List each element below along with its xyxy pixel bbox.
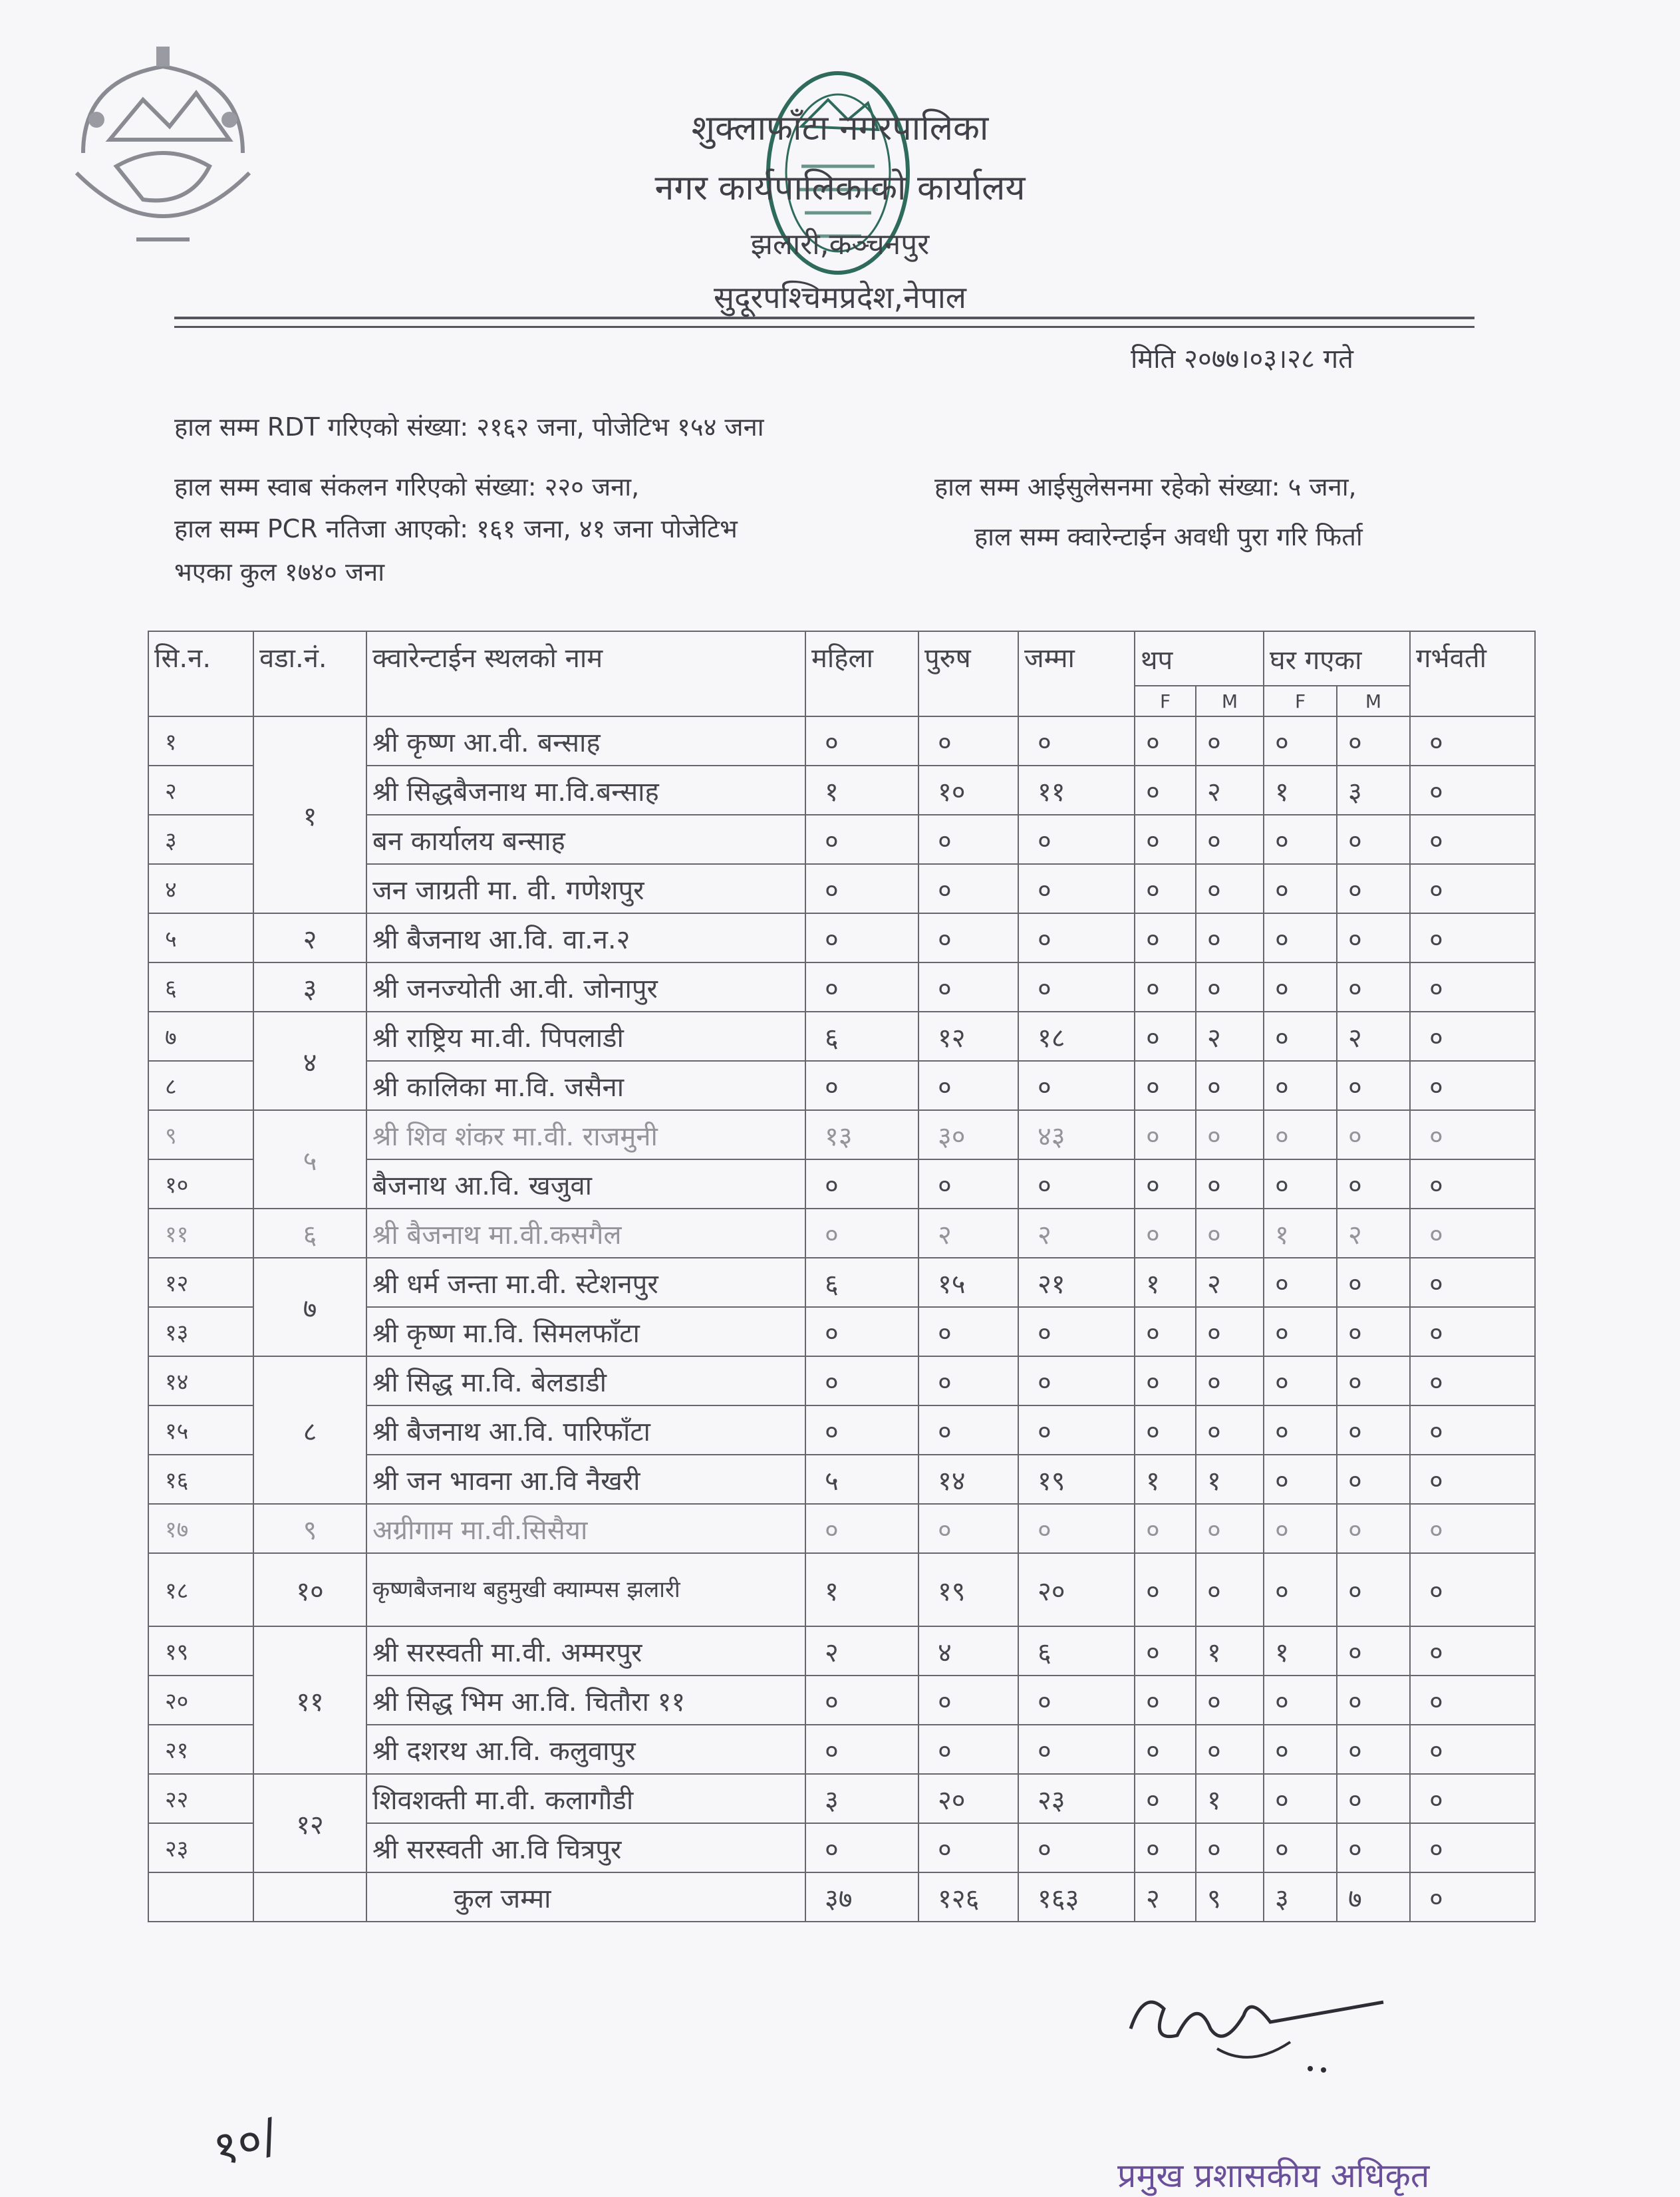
table-row xyxy=(148,1110,1535,1159)
cell-total: ४३ xyxy=(1018,1110,1135,1159)
cell-preg: ० xyxy=(1410,1356,1535,1405)
cell-female: ० xyxy=(805,716,918,766)
cell-female: ० xyxy=(805,815,918,864)
cell-home-f: १ xyxy=(1264,1626,1337,1676)
cell-sn: ८ xyxy=(148,1061,253,1110)
cell-total: ० xyxy=(1018,716,1135,766)
header-rule-second xyxy=(174,326,1474,328)
cell-male: ० xyxy=(918,1061,1018,1110)
cell-female: ० xyxy=(805,1725,918,1774)
cell-total: ० xyxy=(1018,962,1135,1012)
cell-home-f: ० xyxy=(1264,1159,1337,1209)
cell-sn: ३ xyxy=(148,815,253,864)
cell-female: २ xyxy=(805,1626,918,1676)
cell-empty xyxy=(148,1872,253,1922)
col-male: पुरुष xyxy=(918,631,1018,716)
cell-total: ० xyxy=(1018,1061,1135,1110)
cell-home-m: ० xyxy=(1337,1676,1410,1725)
cell-add-f: ० xyxy=(1135,864,1196,913)
cell-total: ० xyxy=(1018,1405,1135,1455)
cell-add-f: १ xyxy=(1135,1258,1196,1307)
cell-sn: १३ xyxy=(148,1307,253,1356)
cell-sn: ४ xyxy=(148,864,253,913)
cell-total: १८ xyxy=(1018,1012,1135,1061)
cell-total: १९ xyxy=(1018,1455,1135,1504)
total-female: ३७ xyxy=(805,1872,918,1922)
cell-add-f: ० xyxy=(1135,1061,1196,1110)
cell-home-m: ० xyxy=(1337,962,1410,1012)
cell-home-m: ० xyxy=(1337,1110,1410,1159)
col-added-f: F xyxy=(1135,686,1196,716)
cell-home-f: ० xyxy=(1264,1823,1337,1872)
cell-male: ४ xyxy=(918,1626,1018,1676)
cell-home-m: ० xyxy=(1337,815,1410,864)
cell-add-m: ० xyxy=(1196,864,1264,913)
table-row xyxy=(148,1626,1535,1676)
cell-home-f: ० xyxy=(1264,1774,1337,1823)
cell-female: ० xyxy=(805,1356,918,1405)
cell-total: ० xyxy=(1018,1725,1135,1774)
cell-male: १५ xyxy=(918,1258,1018,1307)
cell-site-name: श्री कृष्ण मा.वि. सिमलफाँटा xyxy=(366,1307,805,1356)
cell-male: २० xyxy=(918,1774,1018,1823)
cell-add-m: ० xyxy=(1196,1553,1264,1626)
cell-preg: ० xyxy=(1410,913,1535,962)
cell-add-f: ० xyxy=(1135,1405,1196,1455)
cell-preg: ० xyxy=(1410,1823,1535,1872)
cell-male: १२ xyxy=(918,1012,1018,1061)
cell-home-m: ० xyxy=(1337,1504,1410,1553)
cell-add-f: ० xyxy=(1135,1676,1196,1725)
cell-site-name: श्री दशरथ आ.वि. कलुवापुर xyxy=(366,1725,805,1774)
cell-home-f: ० xyxy=(1264,1504,1337,1553)
quarantine-returned-summary: हाल सम्म क्वारेन्टाईन अवधी पुरा गरि फिर्ता xyxy=(974,522,1363,551)
cell-sn: २३ xyxy=(148,1823,253,1872)
cell-home-f: १ xyxy=(1264,1209,1337,1258)
cell-add-f: ० xyxy=(1135,1110,1196,1159)
cell-site-name: श्री सिद्ध भिम आ.वि. चितौरा ११ xyxy=(366,1676,805,1725)
quarantine-table xyxy=(148,631,1536,1922)
col-added: थप xyxy=(1135,631,1264,686)
cell-home-m: ० xyxy=(1337,864,1410,913)
cell-sn: १० xyxy=(148,1159,253,1209)
cell-male: ० xyxy=(918,1159,1018,1209)
cell-add-m: ० xyxy=(1196,1504,1264,1553)
cell-total: ० xyxy=(1018,1823,1135,1872)
cell-home-m: २ xyxy=(1337,1012,1410,1061)
cell-ward: १ xyxy=(253,716,366,913)
cell-add-m: ० xyxy=(1196,962,1264,1012)
cell-site-name: श्री सरस्वती मा.वी. अम्मरपुर xyxy=(366,1626,805,1676)
cell-sn: १६ xyxy=(148,1455,253,1504)
cell-home-m: ० xyxy=(1337,1823,1410,1872)
table-header-row xyxy=(148,631,1535,686)
cell-site-name: श्री सिद्धबैजनाथ मा.वि.बन्साह xyxy=(366,766,805,815)
col-pregnant: गर्भवती xyxy=(1410,631,1535,716)
cell-ward: ८ xyxy=(253,1356,366,1504)
cell-home-f: ० xyxy=(1264,1676,1337,1725)
cell-male: ० xyxy=(918,962,1018,1012)
cell-total: ० xyxy=(1018,864,1135,913)
cell-preg: ० xyxy=(1410,1061,1535,1110)
cell-add-f: ० xyxy=(1135,1626,1196,1676)
cell-add-m: २ xyxy=(1196,1012,1264,1061)
total-label: कुल जम्मा xyxy=(366,1872,805,1922)
cell-site-name: श्री बैजनाथ आ.वि. पारिफाँटा xyxy=(366,1405,805,1455)
office-name: नगर कार्यपालिकाको कार्यालय xyxy=(654,168,1026,208)
cell-sn: १५ xyxy=(148,1405,253,1455)
cell-home-f: ० xyxy=(1264,1553,1337,1626)
cell-site-name: श्री सिद्ध मा.वि. बेलडाडी xyxy=(366,1356,805,1405)
cell-site-name: जन जाग्रती मा. वी. गणेशपुर xyxy=(366,864,805,913)
cell-preg: ० xyxy=(1410,1774,1535,1823)
table-row xyxy=(148,962,1535,1012)
municipality-name: शुक्लाफाँटा नगरपालिका xyxy=(691,108,989,148)
cell-home-f: ० xyxy=(1264,1012,1337,1061)
cell-add-m: ० xyxy=(1196,1159,1264,1209)
pcr-summary: हाल सम्म PCR नतिजा आएको: १६१ जना, ४१ जना पोजेटिभ xyxy=(174,514,738,543)
cell-ward: ३ xyxy=(253,962,366,1012)
table-total-row xyxy=(148,1872,1535,1922)
cell-male: ० xyxy=(918,1823,1018,1872)
chief-administrative-officer-title: प्रमुख प्रशासकीय अधिकृत xyxy=(1117,2156,1430,2195)
cell-preg: ० xyxy=(1410,815,1535,864)
cell-home-m: ० xyxy=(1337,716,1410,766)
cell-male: ० xyxy=(918,913,1018,962)
cell-total: ० xyxy=(1018,1356,1135,1405)
cell-add-m: ० xyxy=(1196,1356,1264,1405)
cell-total: ० xyxy=(1018,1307,1135,1356)
col-home-m: M xyxy=(1337,686,1410,716)
cell-male: ० xyxy=(918,864,1018,913)
cell-sn: २० xyxy=(148,1676,253,1725)
cell-sn: ११ xyxy=(148,1209,253,1258)
total-home-m: ७ xyxy=(1337,1872,1410,1922)
cell-empty xyxy=(253,1872,366,1922)
cell-preg: ० xyxy=(1410,1626,1535,1676)
header-rule xyxy=(174,317,1474,319)
margin-mark xyxy=(206,2069,379,2175)
cell-site-name: श्री कालिका मा.वि. जसैना xyxy=(366,1061,805,1110)
document-date: मिति २०७७।०३।२८ गते xyxy=(1131,344,1353,374)
cell-add-f: ० xyxy=(1135,1307,1196,1356)
province-country: सुदूरपश्चिमप्रदेश,नेपाल xyxy=(714,279,966,315)
total-total: १६३ xyxy=(1018,1872,1135,1922)
cell-add-f: ० xyxy=(1135,1553,1196,1626)
cell-add-m: ० xyxy=(1196,1061,1264,1110)
cell-female: ० xyxy=(805,962,918,1012)
col-female: महिला xyxy=(805,631,918,716)
cell-male: ३० xyxy=(918,1110,1018,1159)
cell-home-m: ० xyxy=(1337,1061,1410,1110)
cell-female: ० xyxy=(805,1676,918,1725)
cell-site-name: श्री जन भावना आ.वि नैखरी xyxy=(366,1455,805,1504)
cell-preg: ० xyxy=(1410,1553,1535,1626)
cell-preg: ० xyxy=(1410,1110,1535,1159)
cell-site-name: श्री बैजनाथ मा.वी.कसगैल xyxy=(366,1209,805,1258)
cell-home-m: ३ xyxy=(1337,766,1410,815)
cell-add-f: १ xyxy=(1135,1455,1196,1504)
col-added-m: M xyxy=(1196,686,1264,716)
cell-add-m: २ xyxy=(1196,1258,1264,1307)
total-returned-summary: भएका कुल १७४० जना xyxy=(174,557,385,587)
cell-add-f: ० xyxy=(1135,1159,1196,1209)
table-row xyxy=(148,913,1535,962)
cell-add-m: ० xyxy=(1196,815,1264,864)
cell-sn: ९ xyxy=(148,1110,253,1159)
cell-site-name: शिवशक्ती मा.वी. कलागौडी xyxy=(366,1774,805,1823)
cell-preg: ० xyxy=(1410,864,1535,913)
cell-site-name: श्री जनज्योती आ.वी. जोनापुर xyxy=(366,962,805,1012)
cell-female: ० xyxy=(805,864,918,913)
cell-sn: ७ xyxy=(148,1012,253,1061)
cell-ward: ११ xyxy=(253,1626,366,1774)
cell-site-name: बैजनाथ आ.वि. खजुवा xyxy=(366,1159,805,1209)
cell-total: २० xyxy=(1018,1553,1135,1626)
cell-home-f: ० xyxy=(1264,1725,1337,1774)
cell-male: ० xyxy=(918,1405,1018,1455)
cell-total: २३ xyxy=(1018,1774,1135,1823)
cell-preg: ० xyxy=(1410,962,1535,1012)
cell-home-m: ० xyxy=(1337,1725,1410,1774)
cell-add-m: १ xyxy=(1196,1774,1264,1823)
cell-sn: २ xyxy=(148,766,253,815)
cell-ward: २ xyxy=(253,913,366,962)
cell-add-m: १ xyxy=(1196,1626,1264,1676)
col-ward: वडा.नं. xyxy=(253,631,366,716)
cell-site-name: श्री राष्ट्रिय मा.वी. पिपलाडी xyxy=(366,1012,805,1061)
cell-home-m: ० xyxy=(1337,1626,1410,1676)
cell-female: ० xyxy=(805,1159,918,1209)
cell-add-f: ० xyxy=(1135,766,1196,815)
cell-sn: १८ xyxy=(148,1553,253,1626)
cell-site-name: श्री शिव शंकर मा.वी. राजमुनी xyxy=(366,1110,805,1159)
total-add-f: २ xyxy=(1135,1872,1196,1922)
cell-total: ० xyxy=(1018,1159,1135,1209)
table-row xyxy=(148,1774,1535,1823)
cell-home-f: ० xyxy=(1264,962,1337,1012)
cell-home-f: ० xyxy=(1264,1061,1337,1110)
table-row xyxy=(148,716,1535,766)
table-row xyxy=(148,1258,1535,1307)
cell-add-f: ० xyxy=(1135,1823,1196,1872)
rdt-summary: हाल सम्म RDT गरिएको संख्या: २१६२ जना, पोजेटिभ १५४ जना xyxy=(174,412,764,442)
cell-female: ० xyxy=(805,1209,918,1258)
cell-preg: ० xyxy=(1410,1159,1535,1209)
cell-home-f: ० xyxy=(1264,1110,1337,1159)
cell-add-f: ० xyxy=(1135,1504,1196,1553)
cell-preg: ० xyxy=(1410,1455,1535,1504)
cell-home-m: ० xyxy=(1337,1774,1410,1823)
cell-add-f: ० xyxy=(1135,716,1196,766)
cell-male: १४ xyxy=(918,1455,1018,1504)
total-add-m: ९ xyxy=(1196,1872,1264,1922)
cell-ward: ४ xyxy=(253,1012,366,1110)
swab-summary: हाल सम्म स्वाब संकलन गरिएको संख्या: २२० जना, xyxy=(174,472,640,502)
cell-home-f: ० xyxy=(1264,1307,1337,1356)
cell-add-f: ० xyxy=(1135,1774,1196,1823)
cell-male: ० xyxy=(918,1307,1018,1356)
cell-total: ० xyxy=(1018,815,1135,864)
cell-home-f: ० xyxy=(1264,815,1337,864)
cell-female: ० xyxy=(805,1405,918,1455)
cell-site-name: कृष्णबैजनाथ बहुमुखी क्याम्पस झलारी xyxy=(366,1553,805,1626)
cell-preg: ० xyxy=(1410,1504,1535,1553)
cell-home-m: ० xyxy=(1337,913,1410,962)
cell-preg: ० xyxy=(1410,1209,1535,1258)
cell-male: ० xyxy=(918,1725,1018,1774)
cell-total: २१ xyxy=(1018,1258,1135,1307)
cell-home-m: ० xyxy=(1337,1455,1410,1504)
cell-total: ० xyxy=(1018,1676,1135,1725)
cell-add-f: ० xyxy=(1135,1725,1196,1774)
cell-female: ० xyxy=(805,913,918,962)
cell-male: १९ xyxy=(918,1553,1018,1626)
table-row xyxy=(148,1504,1535,1553)
margin-mark-text: १०/ xyxy=(207,2107,284,2177)
cell-preg: ० xyxy=(1410,1405,1535,1455)
cell-male: २ xyxy=(918,1209,1018,1258)
cell-site-name: बन कार्यालय बन्साह xyxy=(366,815,805,864)
cell-add-f: ० xyxy=(1135,1012,1196,1061)
table-row xyxy=(148,1012,1535,1061)
cell-preg: ० xyxy=(1410,1258,1535,1307)
cell-female: ३ xyxy=(805,1774,918,1823)
cell-home-f: ० xyxy=(1264,913,1337,962)
cell-male: १० xyxy=(918,766,1018,815)
cell-home-f: ० xyxy=(1264,1356,1337,1405)
cell-add-f: ० xyxy=(1135,1356,1196,1405)
cell-total: ० xyxy=(1018,913,1135,962)
col-sn: सि.न. xyxy=(148,631,253,716)
total-male: १२६ xyxy=(918,1872,1018,1922)
office-address: झलारी,कञ्चनपुर xyxy=(750,227,930,261)
cell-add-f: ० xyxy=(1135,913,1196,962)
total-preg: ० xyxy=(1410,1872,1535,1922)
cell-site-name: श्री सरस्वती आ.वि चित्रपुर xyxy=(366,1823,805,1872)
cell-add-m: ० xyxy=(1196,716,1264,766)
isolation-summary: हाल सम्म आईसुलेसनमा रहेको संख्या: ५ जना, xyxy=(934,472,1357,502)
cell-female: ६ xyxy=(805,1012,918,1061)
total-home-f: ३ xyxy=(1264,1872,1337,1922)
cell-add-m: ० xyxy=(1196,1209,1264,1258)
cell-sn: ५ xyxy=(148,913,253,962)
cell-site-name: श्री कृष्ण आ.वी. बन्साह xyxy=(366,716,805,766)
cell-home-m: ० xyxy=(1337,1553,1410,1626)
col-home-f: F xyxy=(1264,686,1337,716)
cell-ward: १० xyxy=(253,1553,366,1626)
cell-female: ५ xyxy=(805,1455,918,1504)
cell-sn: १४ xyxy=(148,1356,253,1405)
cell-sn: १७ xyxy=(148,1504,253,1553)
cell-female: १ xyxy=(805,1553,918,1626)
cell-home-m: २ xyxy=(1337,1209,1410,1258)
col-total: जम्मा xyxy=(1018,631,1135,716)
cell-site-name: श्री बैजनाथ आ.वि. वा.न.२ xyxy=(366,913,805,962)
cell-female: ० xyxy=(805,1307,918,1356)
cell-male: ० xyxy=(918,1504,1018,1553)
cell-sn: १९ xyxy=(148,1626,253,1676)
cell-add-m: १ xyxy=(1196,1455,1264,1504)
cell-home-f: ० xyxy=(1264,1258,1337,1307)
cell-sn: २१ xyxy=(148,1725,253,1774)
cell-home-m: ० xyxy=(1337,1405,1410,1455)
cell-add-m: ० xyxy=(1196,1725,1264,1774)
cell-male: ० xyxy=(918,1676,1018,1725)
cell-add-m: ० xyxy=(1196,1110,1264,1159)
cell-sn: २२ xyxy=(148,1774,253,1823)
cell-female: १३ xyxy=(805,1110,918,1159)
cell-add-m: ० xyxy=(1196,1823,1264,1872)
cell-preg: ० xyxy=(1410,1012,1535,1061)
cell-total: २ xyxy=(1018,1209,1135,1258)
col-went-home: घर गएका xyxy=(1264,631,1410,686)
cell-home-f: ० xyxy=(1264,1455,1337,1504)
cell-female: ६ xyxy=(805,1258,918,1307)
cell-preg: ० xyxy=(1410,716,1535,766)
cell-site-name: श्री धर्म जन्ता मा.वी. स्टेशनपुर xyxy=(366,1258,805,1307)
cell-add-m: २ xyxy=(1196,766,1264,815)
cell-preg: ० xyxy=(1410,766,1535,815)
cell-home-m: ० xyxy=(1337,1258,1410,1307)
cell-home-m: ० xyxy=(1337,1159,1410,1209)
cell-total: ६ xyxy=(1018,1626,1135,1676)
cell-add-m: ० xyxy=(1196,1307,1264,1356)
cell-male: ० xyxy=(918,1356,1018,1405)
cell-total: ० xyxy=(1018,1504,1135,1553)
cell-ward: ७ xyxy=(253,1258,366,1356)
cell-preg: ० xyxy=(1410,1307,1535,1356)
cell-total: ११ xyxy=(1018,766,1135,815)
cell-female: १ xyxy=(805,766,918,815)
cell-home-f: ० xyxy=(1264,1405,1337,1455)
cell-site-name: अग्रीगाम मा.वी.सिसैया xyxy=(366,1504,805,1553)
table-row xyxy=(148,1553,1535,1626)
col-name: क्वारेन्टाईन स्थलको नाम xyxy=(366,631,805,716)
cell-add-f: ० xyxy=(1135,815,1196,864)
cell-home-f: ० xyxy=(1264,716,1337,766)
cell-add-f: ० xyxy=(1135,1209,1196,1258)
cell-ward: ५ xyxy=(253,1110,366,1209)
cell-ward: ९ xyxy=(253,1504,366,1553)
signature-icon xyxy=(1117,1969,1397,2082)
cell-ward: १२ xyxy=(253,1774,366,1872)
cell-add-m: ० xyxy=(1196,1405,1264,1455)
cell-add-m: ० xyxy=(1196,913,1264,962)
cell-ward: ६ xyxy=(253,1209,366,1258)
cell-sn: ६ xyxy=(148,962,253,1012)
cell-preg: ० xyxy=(1410,1676,1535,1725)
cell-add-f: ० xyxy=(1135,962,1196,1012)
cell-female: ० xyxy=(805,1823,918,1872)
cell-preg: ० xyxy=(1410,1725,1535,1774)
cell-sn: १ xyxy=(148,716,253,766)
cell-female: ० xyxy=(805,1061,918,1110)
cell-home-m: ० xyxy=(1337,1307,1410,1356)
cell-male: ० xyxy=(918,716,1018,766)
cell-home-f: १ xyxy=(1264,766,1337,815)
table-row xyxy=(148,1356,1535,1405)
cell-sn: १२ xyxy=(148,1258,253,1307)
cell-female: ० xyxy=(805,1504,918,1553)
cell-add-m: ० xyxy=(1196,1676,1264,1725)
cell-home-f: ० xyxy=(1264,864,1337,913)
cell-home-m: ० xyxy=(1337,1356,1410,1405)
table-row xyxy=(148,1209,1535,1258)
cell-male: ० xyxy=(918,815,1018,864)
